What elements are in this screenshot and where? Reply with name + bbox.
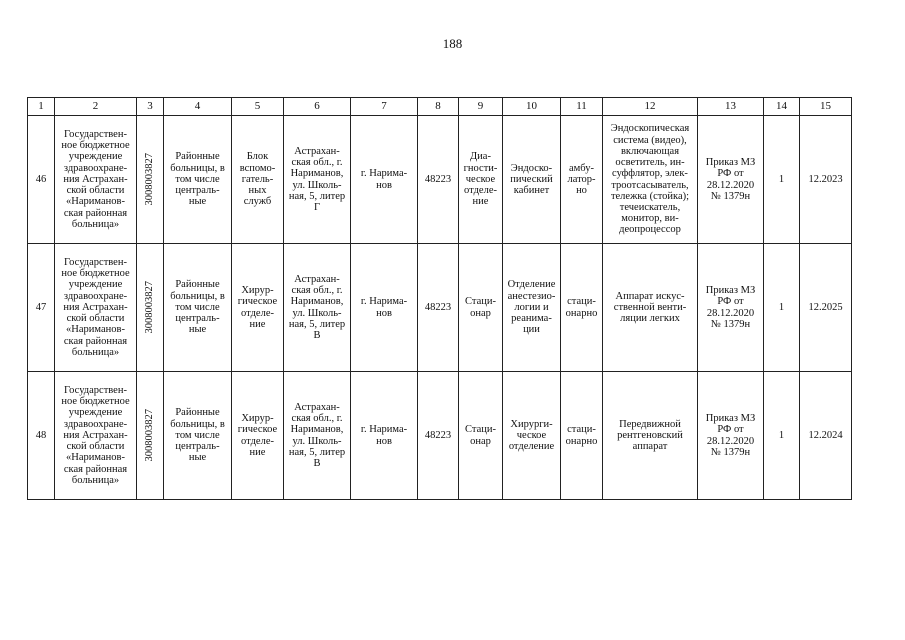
inn-code: 3008003827 (144, 153, 156, 206)
code: 48223 (418, 116, 459, 244)
header-cell: 12 (603, 98, 698, 116)
department-type: Диа- гности- ческое отделе- ние (459, 116, 503, 244)
order-reference: Приказ МЗ РФ от 28.12.2020 № 1379н (698, 116, 764, 244)
code: 48223 (418, 372, 459, 500)
order-reference: Приказ МЗ РФ от 28.12.2020 № 1379н (698, 244, 764, 372)
header-cell: 5 (232, 98, 284, 116)
header-cell: 11 (561, 98, 603, 116)
header-row (28, 98, 852, 116)
building-unit: Блок вспомо- гатель- ных служб (232, 116, 284, 244)
organization-name: Государствен- ное бюджетное учреждение здравоохране- ния Астрахан- ской области «Нариманов- ская районная больница» (55, 116, 137, 244)
department: Эндоско- пический кабинет (503, 116, 561, 244)
equipment: Передвижной рентгеновский аппарат (603, 372, 698, 500)
row-number: 46 (28, 116, 55, 244)
header-cell: 15 (800, 98, 852, 116)
building-unit: Хирур- гическое отделе- ние (232, 244, 284, 372)
header-cell: 14 (764, 98, 800, 116)
quantity: 1 (764, 372, 800, 500)
city: г. Нарима- нов (351, 116, 418, 244)
row-number: 47 (28, 244, 55, 372)
care-form: стаци- онарно (561, 372, 603, 500)
order-reference: Приказ МЗ РФ от 28.12.2020 № 1379н (698, 372, 764, 500)
header-cell: 6 (284, 98, 351, 116)
equipment: Аппарат искус- ственной венти- ляции легких (603, 244, 698, 372)
header-cell: 4 (164, 98, 232, 116)
department: Отделение анестезио- логии и реанима- ции (503, 244, 561, 372)
quantity: 1 (764, 116, 800, 244)
care-form: стаци- онарно (561, 244, 603, 372)
organization-name: Государствен- ное бюджетное учреждение здравоохране- ния Астрахан- ской области «Нариманов- ская районная больница» (55, 244, 137, 372)
header-cell: 1 (28, 98, 55, 116)
building-unit: Хирур- гическое отделе- ние (232, 372, 284, 500)
row-number: 48 (28, 372, 55, 500)
header-cell: 2 (55, 98, 137, 116)
header-cell: 10 (503, 98, 561, 116)
department-type: Стаци- онар (459, 372, 503, 500)
table-row (28, 372, 852, 500)
care-form: амбу- латор- но (561, 116, 603, 244)
date: 12.2023 (800, 116, 852, 244)
header-cell: 9 (459, 98, 503, 116)
header-cell: 3 (137, 98, 164, 116)
organization-name: Государствен- ное бюджетное учреждение здравоохране- ния Астрахан- ской области «Нариманов- ская районная больница» (55, 372, 137, 500)
city: г. Нарима- нов (351, 372, 418, 500)
address: Астрахан- ская обл., г. Нариманов, ул. Школь- ная, 5, литер В (284, 244, 351, 372)
inn-code: 3008003827 (144, 409, 156, 462)
header-cell: 7 (351, 98, 418, 116)
address: Астрахан- ская обл., г. Нариманов, ул. Школь- ная, 5, литер В (284, 372, 351, 500)
equipment-table (27, 97, 852, 500)
hospital-type: Районные больницы, в том числе централь- ные (164, 244, 232, 372)
code: 48223 (418, 244, 459, 372)
header-cell: 8 (418, 98, 459, 116)
quantity: 1 (764, 244, 800, 372)
equipment: Эндоскопическая система (видео), включающая осветитель, ин- суффлятор, элек- троотсасыватель, тележка (стойка); течеискатель, монитор, ви- деопроцессор (603, 116, 698, 244)
department-type: Стаци- онар (459, 244, 503, 372)
department: Хирурги- ческое отделение (503, 372, 561, 500)
hospital-type: Районные больницы, в том числе централь- ные (164, 116, 232, 244)
table-row (28, 116, 852, 244)
date: 12.2025 (800, 244, 852, 372)
page-number: 188 (442, 36, 463, 51)
date: 12.2024 (800, 372, 852, 500)
hospital-type: Районные больницы, в том числе централь- ные (164, 372, 232, 500)
header-cell: 13 (698, 98, 764, 116)
table-row (28, 244, 852, 372)
inn-code: 3008003827 (144, 281, 156, 334)
city: г. Нарима- нов (351, 244, 418, 372)
address: Астрахан- ская обл., г. Нариманов, ул. Школь- ная, 5, литер Г (284, 116, 351, 244)
